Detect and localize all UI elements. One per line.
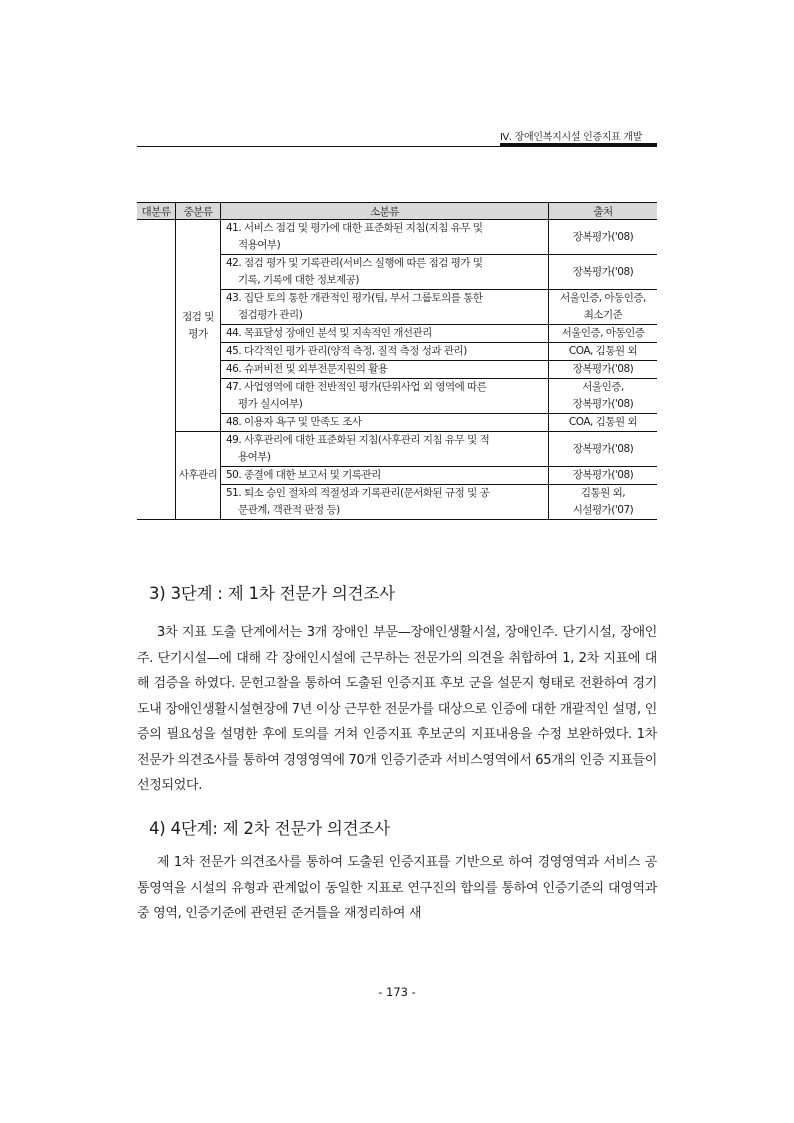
section-4-body: 제 1차 전문가 의견조사를 통하여 도출된 인증지표를 기반으로 하여 경영영역과 서비스 공통영역을 시설의 유형과 관계없이 동일한 지표로 연구진의 합의를 통하여 인증기준의 대영역과 중 영역, 인증기준에 관련된 준거틀을 재정리하여 새 xyxy=(137,855,657,921)
source-cell: 장복평가('08) xyxy=(549,220,658,255)
source-cell: 장복평가('08) xyxy=(549,432,658,467)
sub-item: 47. 사업영역에 대한 전반적인 평가(단위사업 외 영역에 따른 평가 실시여부) xyxy=(221,379,549,414)
header-rule xyxy=(137,146,657,147)
source-cell: COA, 김통원 외 xyxy=(549,414,658,432)
sub-item: 41. 서비스 점검 및 평가에 대한 표준화된 지침(지침 유무 및 적용여부) xyxy=(221,220,549,255)
header-sub: 소분류 xyxy=(221,203,549,220)
section-4-heading: 4) 4단계: 제 2차 전문가 의견조사 xyxy=(149,819,390,838)
sub-item: 44. 목표달성 장애인 분석 및 지속적인 개선관리 xyxy=(221,325,549,343)
table-header-row xyxy=(137,203,657,220)
section-3-body: 3차 지표 도출 단계에서는 3개 장애인 부문—장애인생활시설, 장애인주. 단기시설, 장애인주. 단기시설—에 대해 각 장애인시설에 근무하는 전문가의 의견을 취합하여 1, 2차 지표에 대해 검증을 하였다. 문헌고찰을 통하여 도출된 인증지표 후보 군을 설문지 형태로 전환하여 경기도내 장애인생활시설현장에 7년 이상 근무한 전문가를 대상으로 인증에 대한 개괄적인 설명, 인증의 필요성을 설명한 후에 토의를 거쳐 인증지표 후보군의 지표내용을 수정 보완하였다. 1차 전문가 의견조사를 통하여 경영영역에 70개 인증기준과 서비스영역에서 65개의 인증 지표들이 선정되었다. xyxy=(137,625,657,793)
header-source: 출처 xyxy=(549,203,658,220)
sub-item: 50. 종결에 대한 보고서 및 기록관리 xyxy=(221,467,549,485)
header-mid: 중분류 xyxy=(176,203,221,220)
mid-category-cell: 점검 및 평가 xyxy=(176,220,221,432)
source-cell: 서울인증, 아동인증 xyxy=(549,325,658,343)
sub-item: 42. 점검 평가 및 기록관리(서비스 실행에 따른 점검 평가 및 기록, 기록에 대한 정보제공) xyxy=(221,255,549,290)
source-cell: 서울인증, 장복평가('08) xyxy=(549,379,658,414)
table-row xyxy=(137,220,657,255)
major-category-cell xyxy=(137,220,176,520)
header-major: 대분류 xyxy=(137,203,176,220)
sub-item: 48. 이용자 욕구 및 만족도 조사 xyxy=(221,414,549,432)
source-cell: 서울인증, 아동인증, 최소기준 xyxy=(549,290,658,325)
source-cell: 장복평가('08) xyxy=(549,361,658,379)
source-cell: COA, 김통원 외 xyxy=(549,343,658,361)
sub-item: 51. 퇴소 승인 절차의 적절성과 기록관리(문서화된 규정 및 공 문관계, 객관적 판정 등) xyxy=(221,485,549,520)
sub-item: 49. 사후관리에 대한 표준화된 지침(사후관리 지침 유무 및 적 용여부) xyxy=(221,432,549,467)
source-cell: 장복평가('08) xyxy=(549,255,658,290)
running-header: Ⅳ. 장애인복지시설 인증지표 개발 xyxy=(500,132,643,143)
page-number: - 173 - xyxy=(378,985,416,999)
source-cell: 김통원 외, 시설평가('07) xyxy=(549,485,658,520)
source-cell: 장복평가('08) xyxy=(549,467,658,485)
section-3-heading: 3) 3단계 : 제 1차 전문가 의견조사 xyxy=(149,584,395,603)
sub-item: 45. 다각적인 평가 관리(양적 측정, 질적 측정 성과 관리) xyxy=(221,343,549,361)
sub-item: 46. 슈퍼비전 및 외부전문지원의 활용 xyxy=(221,361,549,379)
mid-category-cell: 사후관리 xyxy=(176,432,221,520)
criteria-table xyxy=(137,202,657,520)
sub-item: 43. 집단 토의 통한 개관적인 평가(팀, 부서 그룹토의를 통한 점검평가 관리) xyxy=(221,290,549,325)
table-row xyxy=(137,432,657,467)
